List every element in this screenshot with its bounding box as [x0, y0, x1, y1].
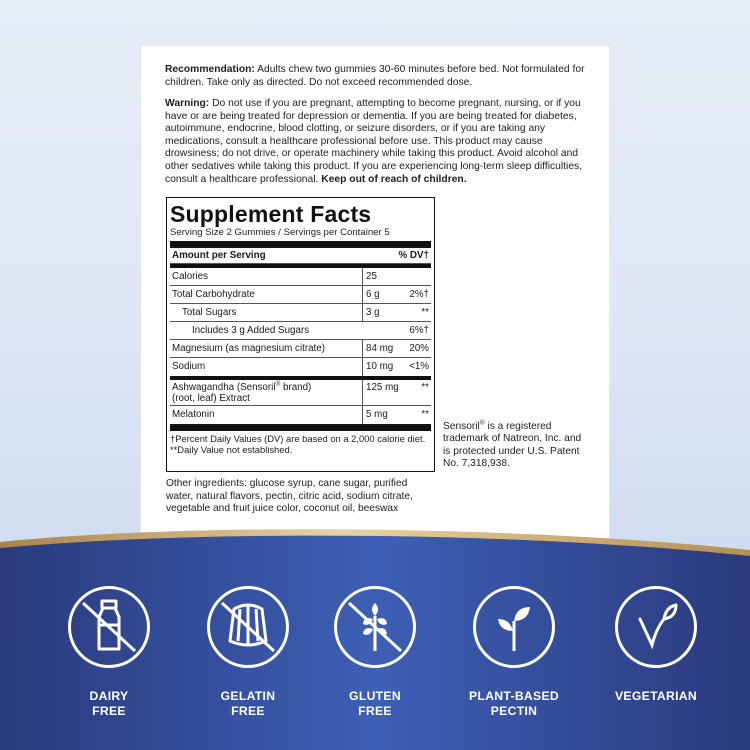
sensoril-trademark-note: Sensoril® is a registered trademark of Natreon, Inc. and is protected under U.S. Patent No. 7,318,938.: [443, 419, 582, 470]
badge-plant-based-pectin: [462, 586, 566, 719]
facts-row-melatonin: Melatonin 5 mg **: [170, 406, 431, 424]
facts-row-total-sugars: Total Sugars 3 g **: [170, 304, 431, 322]
plant-sprout-icon: [473, 586, 555, 668]
badge-gelatin-free: [196, 586, 300, 719]
recommendation-text: Recommendation: Adults chew two gummies 30-60 minutes before bed. Not formulated for children. Take only as directed. Do not exceed recommended dose.: [165, 64, 585, 88]
badge-vegetarian: [604, 586, 708, 704]
leaf-check-icon: [615, 586, 697, 668]
badge-gluten-free: [323, 586, 427, 719]
badge-dairy-free: [57, 586, 161, 719]
facts-row-calories: Calories 25: [170, 268, 431, 286]
facts-row-total-carbohydrate: Total Carbohydrate 6 g 2%†: [170, 286, 431, 304]
facts-footnotes: †Percent Daily Values (DV) are based on a 2,000 calorie diet. **Daily Value not established.: [170, 433, 426, 455]
supplement-facts-panel: [166, 197, 435, 472]
thick-rule: [170, 424, 431, 431]
facts-row-ashwagandha: Ashwagandha (Sensoril® brand) (root, leaf) Extract 125 mg **: [170, 380, 431, 406]
serving-size: Serving Size 2 Gummies / Servings per Container 5: [170, 227, 390, 238]
supplement-facts-title: Supplement Facts: [170, 201, 372, 227]
dairy-bottle-icon: [68, 586, 150, 668]
facts-row-magnesium: Magnesium (as magnesium citrate) 84 mg 20%: [170, 340, 431, 358]
facts-row-sodium: Sodium 10 mg <1%: [170, 358, 431, 376]
wheat-icon: [334, 586, 416, 668]
warning-text: Warning: Do not use if you are pregnant, attempting to become pregnant, nursing, or if you have or are being treated for depression or dementia. If you are being treated for diabetes, autoimmune, endocrine, blood clotting, or seizure disorders, or if you are taking any medications, consult a healthcare professional before use. This product may cause drowsiness; do not drive, or operate machinery while taking this product. Avoid alcohol and other sedatives while taking this product. If you are experiencing long-term sleep difficulties, consult a healthcare professional. Keep out of reach of children.: [165, 98, 583, 185]
badge-label: GELATIN FREE: [220, 689, 276, 718]
thick-rule: [170, 241, 431, 248]
badge-label: PLANT-BASED PECTIN: [469, 689, 559, 718]
badge-label: VEGETARIAN: [615, 689, 697, 703]
gelatin-mold-icon: [207, 586, 289, 668]
facts-header-row: Amount per Serving % DV†: [170, 248, 431, 264]
other-ingredients: Other ingredients: glucose syrup, cane sugar, purified water, natural flavors, pectin, citric acid, sodium citrate, vegetable and fruit juice color, coconut oil, beeswax: [166, 478, 413, 515]
badge-label: GLUTEN FREE: [349, 689, 401, 718]
badge-label: DAIRY FREE: [89, 689, 129, 718]
facts-row-added-sugars: Includes 3 g Added Sugars 6%†: [170, 322, 431, 340]
